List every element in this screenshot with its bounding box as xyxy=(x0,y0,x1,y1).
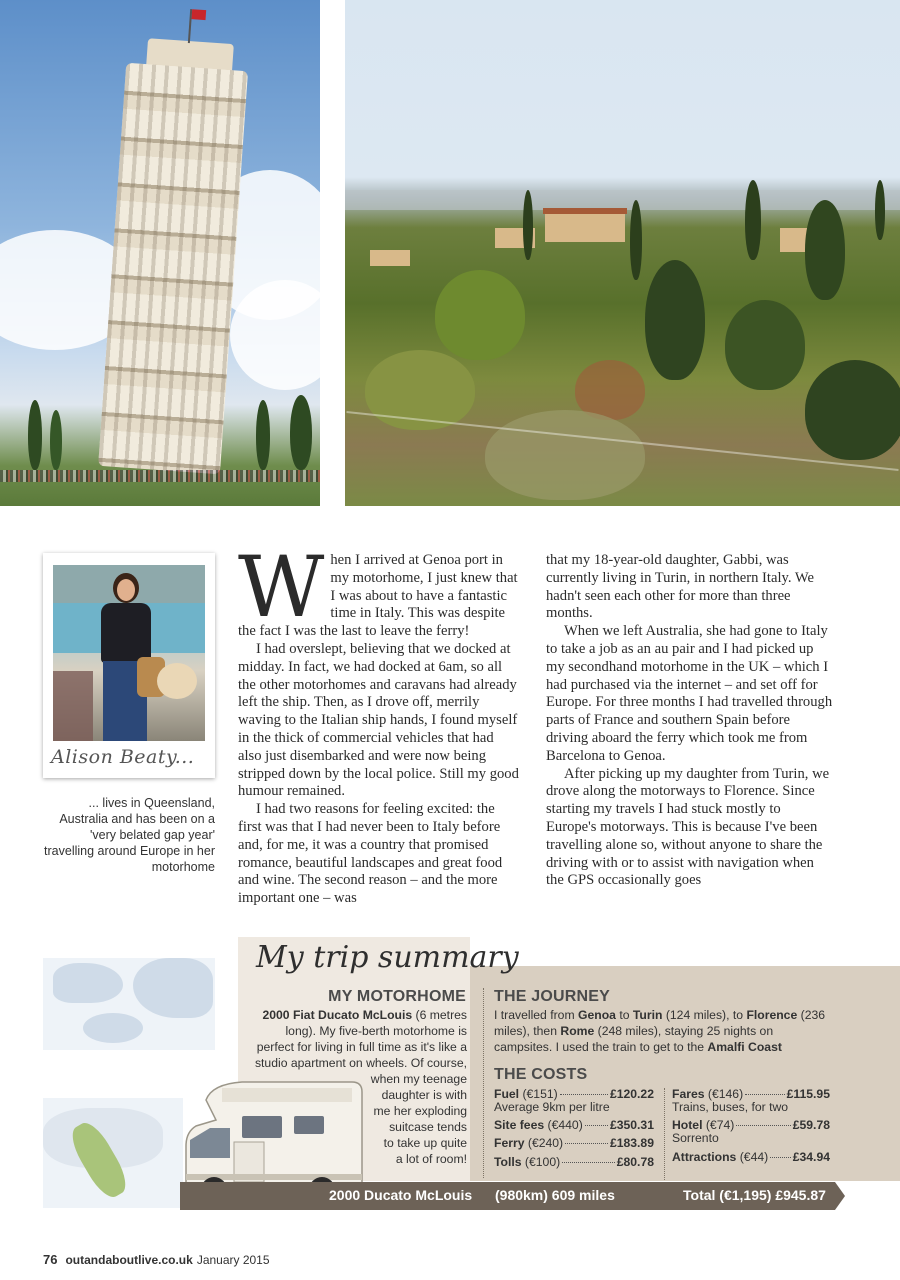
article-paragraph: When I arrived at Genoa port in my motorhome, I just knew that I was about to have a fantastic time in Italy. This was despite the fact I was the last to leave the ferry! xyxy=(238,538,518,640)
summary-title: My trip summary xyxy=(256,940,519,975)
tuscany-hillside-photo xyxy=(345,0,900,506)
journey-description: I travelled from Genoa to Turin (124 miles), to Florence (236 miles), then Rome (248 miles), staying 25 nights on campsites. I used the train to get to the Amalfi Coast xyxy=(494,1008,826,1054)
italy-map xyxy=(43,1098,183,1208)
journey-heading: THE JOURNEY xyxy=(494,988,610,1005)
cost-fares: Fares (€146) £115.95 xyxy=(672,1087,830,1101)
motorhome-description: 2000 Fiat Ducato McLouis (6 metres long). My five-berth motorhome is perfect for living in full time as it's like a studio apartment on wheels. Of course, when my teenage daughter is with me her exploding suitcase tends to take up quite a lot of room! xyxy=(254,1008,467,1166)
article-paragraph: I had overslept, believing that we docked at midday. In fact, we had docked at 6am, so all the other motorhomes and caravans had already left the ship. Then, as I drove off, merrily waving to the Italian ship hands, I found myself in the thick of commercial vehicles that had also just disembarked and were now being stripped down by the local police. Still my good humour remained. xyxy=(238,640,519,800)
cost-hotel-note: Sorrento xyxy=(672,1131,719,1145)
europe-map xyxy=(43,958,215,1050)
summary-divider xyxy=(483,988,484,1178)
bar-distance: (980km) 609 miles xyxy=(495,1187,615,1203)
motorhome-heading: MY MOTORHOME xyxy=(328,988,466,1005)
page-number: 76 xyxy=(43,1252,58,1267)
article-paragraph: When we left Australia, she had gone to Italy to take a job as an au pair and I had picked up my secondhand motorhome in the UK – which I had purchased via the internet – and set off for Europe. For three months I had travelled through parts of France and southern Spain before driving aboard the ferry which took me from Barcelona to Genoa. xyxy=(546,623,833,764)
article-paragraph: I had two reasons for feeling excited: the first was that I had never been to Italy before and, for me, it was a country that promised romance, beautiful landscapes and great food and wine. The second reason – and the more important one – was xyxy=(238,801,503,907)
costs-divider xyxy=(664,1088,665,1180)
author-photo xyxy=(53,565,205,741)
page-footer xyxy=(43,1252,270,1267)
cost-site-fees: Site fees (€440) £350.31 xyxy=(494,1118,654,1132)
leaning-tower-photo xyxy=(0,0,320,506)
cost-ferry: Ferry (€240) £183.89 xyxy=(494,1136,654,1150)
cost-fuel-note: Average 9km per litre xyxy=(494,1100,610,1114)
cost-attractions: Attractions (€44) £34.94 xyxy=(672,1150,830,1164)
author-signature: Alison Beaty... xyxy=(51,746,195,768)
bar-total: Total (€1,195) £945.87 xyxy=(683,1187,826,1203)
summary-bar-arrow xyxy=(835,1182,845,1210)
bar-vehicle: 2000 Ducato McLouis xyxy=(329,1187,473,1203)
article-column-1 xyxy=(238,538,520,908)
cost-fares-note: Trains, buses, for two xyxy=(672,1100,789,1114)
cost-tolls: Tolls (€100) £80.78 xyxy=(494,1155,654,1169)
author-photo-card xyxy=(43,553,215,778)
drop-cap: W xyxy=(238,538,325,636)
article-paragraph: After picking up my daughter from Turin, we drove along the motorways to Florence. Since starting my travels I had stuck mostly to Europe's motorways. This is because I've been travelling alone so, without anyone to share the driving with or to assist with navigation when the GPS occasionally goes xyxy=(546,765,830,889)
cost-fuel: Fuel (€151) £120.22 xyxy=(494,1087,654,1101)
cost-hotel: Hotel (€74) £59.78 xyxy=(672,1118,830,1132)
footer-issue: January 2015 xyxy=(196,1253,270,1267)
costs-heading: THE COSTS xyxy=(494,1066,588,1083)
article-paragraph: that my 18-year-old daughter, Gabbi, was currently living in Turin, in northern Italy. We hadn't seen each other for more than three months. xyxy=(546,552,814,622)
footer-site: outandaboutlive.co.uk xyxy=(65,1253,193,1267)
article-column-2 xyxy=(546,552,834,890)
author-bio: ... lives in Queensland, Australia and has been on a 'very belated gap year' travelling around Europe in her motorhome xyxy=(44,796,215,874)
